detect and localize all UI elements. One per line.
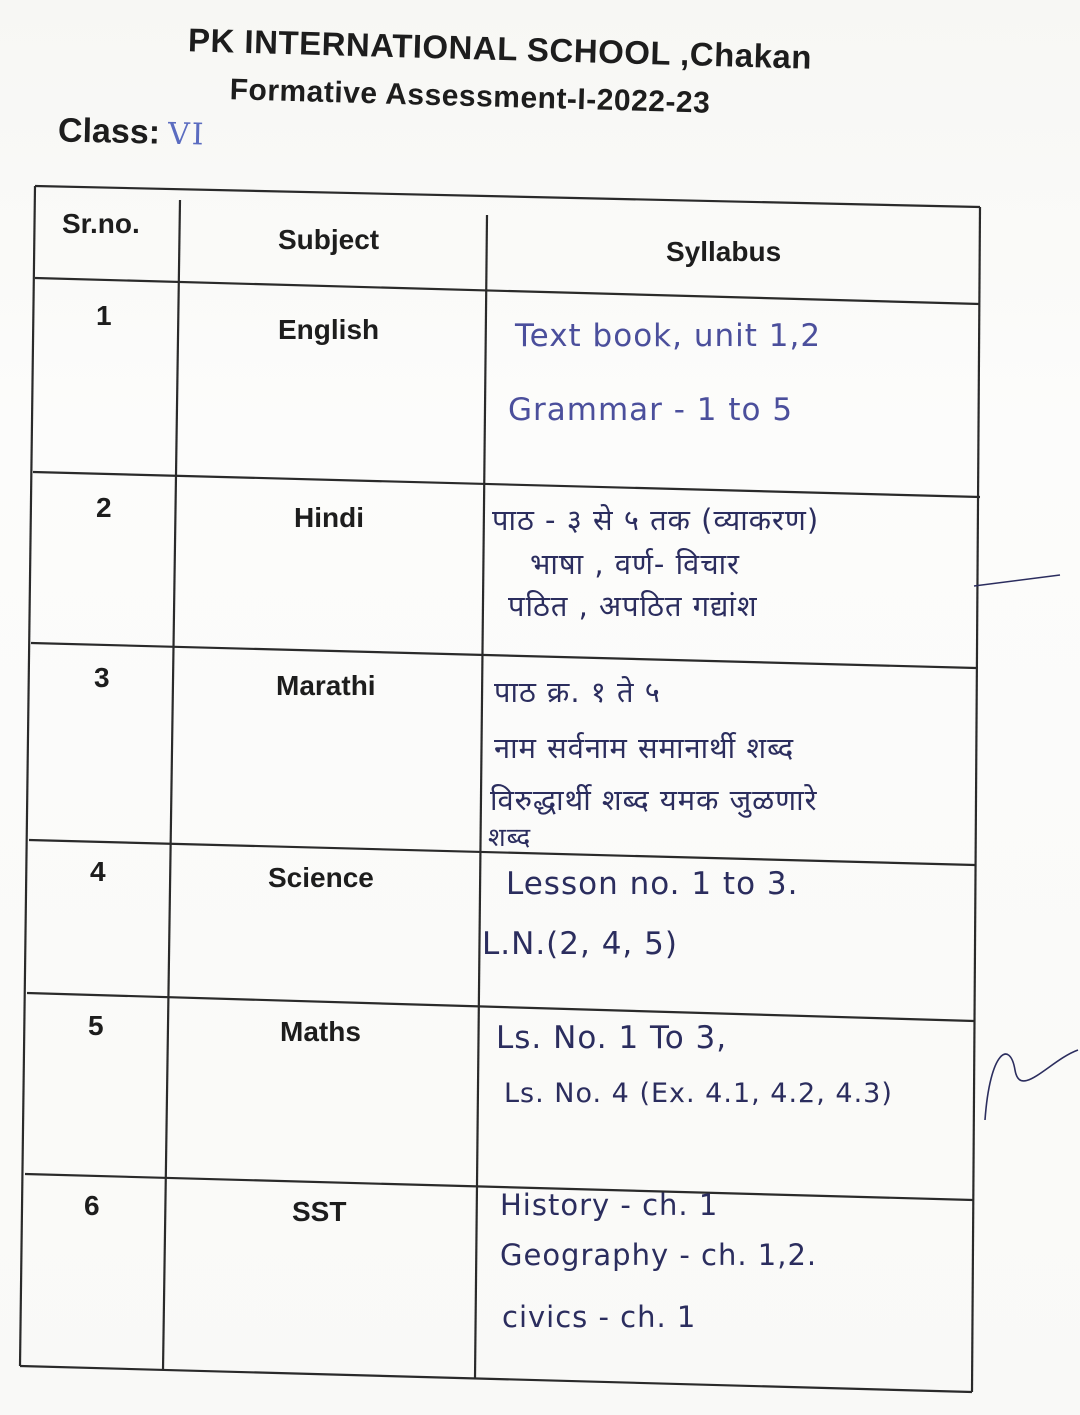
table-border-left [20,186,35,1366]
table-border-right [972,207,980,1392]
row-5-syllabus-line-1: Ls. No. 1 To 3, [496,1020,728,1056]
row-5-subject: Maths [280,1016,361,1047]
row-6-syllabus-line-3: civics - ch. 1 [502,1300,697,1334]
row-5-srno: 5 [88,1010,104,1041]
row-1-srno: 1 [96,300,112,331]
row-1-syllabus-line-2: Grammar - 1 to 5 [508,392,794,428]
class-value: VI [167,116,206,153]
row-2-srno: 2 [96,492,112,523]
row-divider-5 [25,1174,973,1200]
column-divider-1 [163,200,180,1370]
row-3-syllabus-line-2: नाम सर्वनाम समानार्थी शब्द [494,731,795,765]
row-3-syllabus-line-3: विरुद्धार्थी शब्द यमक जुळणारे [490,783,818,817]
row-3-syllabus-line-4: शब्द [488,823,532,853]
row-2-subject: Hindi [294,502,364,533]
row-3-subject: Marathi [276,670,376,701]
header-subject: Subject [278,224,380,255]
row-6-subject: SST [292,1196,347,1227]
row-6-srno: 6 [84,1190,100,1221]
row-4-syllabus-line-2: L.N.(2, 4, 5) [482,926,678,962]
row-2-syllabus-line-1: पाठ - ३ से ५ तक (व्याकरण) [492,503,820,537]
row-5-syllabus-line-2: Ls. No. 4 (Ex. 4.1, 4.2, 4.3) [504,1078,893,1109]
row-2-syllabus-line-3: पठित , अपठित गद्यांश [508,589,758,623]
row-6-syllabus-line-2: Geography - ch. 1,2. [500,1238,818,1272]
table-border-top [35,186,980,207]
row-6-syllabus-line-1: History - ch. 1 [500,1188,719,1222]
row-divider-header [35,278,980,304]
row-4-syllabus-line-1: Lesson no. 1 to 3. [506,866,799,902]
signature-underline-1 [974,575,1060,586]
row-1-syllabus-line-1: Text book, unit 1,2 [515,318,822,354]
row-4-subject: Science [268,862,374,893]
row-3-srno: 3 [94,662,110,693]
row-4-srno: 4 [90,856,106,887]
column-divider-2 [475,215,487,1378]
row-1-subject: English [278,314,380,345]
school-name: PK INTERNATIONAL SCHOOL ,Chakan [187,21,813,76]
header-syllabus: Syllabus [666,236,782,267]
row-3-syllabus-line-1: पाठ क्र. १ ते ५ [494,675,661,709]
assessment-title: Formative Assessment-I-2022-23 [229,73,711,120]
header-srno: Sr.no. [62,208,140,239]
signature-stroke-2 [985,1050,1078,1120]
class-label: Class: [57,111,161,152]
row-2-syllabus-line-2: भाषा , वर्ण- विचार [530,547,741,581]
